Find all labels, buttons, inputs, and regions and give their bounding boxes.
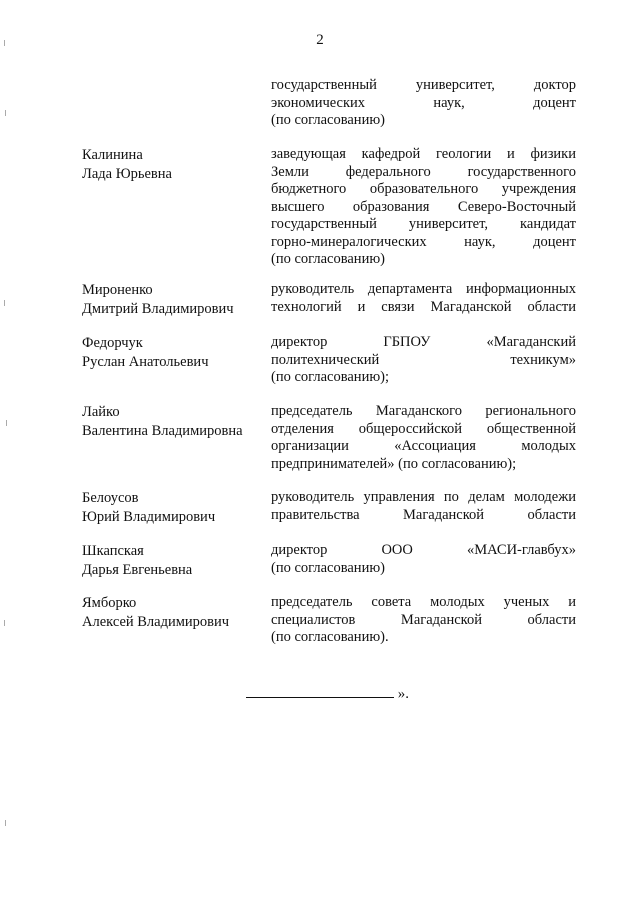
- member-surname: Белоусов: [82, 490, 139, 506]
- member-description: [271, 489, 576, 524]
- description-line: высшего образования Северо-Восточный: [271, 198, 576, 215]
- member-surname: Шкапская: [82, 543, 144, 559]
- member-name: [82, 403, 262, 441]
- member-name: [82, 489, 262, 527]
- member-given-names: Юрий Владимирович: [82, 509, 216, 525]
- description-line: председатель совета молодых ученых и: [271, 594, 576, 610]
- member-given-names: Дмитрий Владимирович: [82, 301, 234, 317]
- description-line: руководитель департамента информационных: [271, 281, 576, 297]
- member-description: [271, 594, 576, 647]
- description-line: специалистов Магаданской области: [271, 611, 576, 628]
- description-line: директор ООО «МАСИ-главбух»: [271, 542, 576, 558]
- description-line: горно-минералогических наук, доцент: [271, 233, 576, 250]
- page-number: 2: [316, 32, 324, 48]
- closing-quote: ».: [397, 686, 409, 702]
- member-description: [271, 281, 576, 316]
- member-description: [271, 146, 576, 269]
- member-surname: Федорчук: [82, 335, 143, 351]
- description-line: (по согласованию): [271, 251, 385, 267]
- scan-artifact: [4, 40, 5, 46]
- scan-artifact: [5, 110, 6, 116]
- member-given-names: Руслан Анатольевич: [82, 354, 209, 370]
- scan-artifact: [6, 420, 7, 426]
- scan-artifact: [5, 820, 6, 826]
- member-name: [82, 542, 262, 580]
- description-line: предпринимателей» (по согласованию);: [271, 455, 517, 472]
- member-given-names: Лада Юрьевна: [82, 166, 172, 182]
- description-line: (по согласованию);: [271, 369, 390, 385]
- description-line: председатель Магаданского регионального: [271, 403, 576, 419]
- member-given-names: Алексей Владимирович: [82, 614, 230, 630]
- member-name: [82, 281, 262, 319]
- description-line: (по согласованию): [271, 112, 385, 128]
- description-line: государственный университет, доктор: [271, 77, 576, 93]
- member-name: [82, 146, 262, 184]
- closing-signature-line: [246, 685, 409, 703]
- member-description: [271, 403, 576, 473]
- member-description: [271, 334, 576, 387]
- description-line: руководитель управления по делам молодежи: [271, 489, 576, 505]
- description-line: организации «Ассоциация молодых: [271, 438, 576, 454]
- member-description: [271, 77, 576, 130]
- scan-artifact: [4, 620, 5, 626]
- member-surname: Мироненко: [82, 282, 153, 298]
- description-line: заведующая кафедрой геологии и физики: [271, 146, 576, 162]
- member-surname: Лайко: [82, 404, 120, 420]
- description-line: директор ГБПОУ «Магаданский: [271, 334, 576, 350]
- member-description: [271, 542, 576, 577]
- member-name: [82, 594, 262, 632]
- description-line: государственный университет, кандидат: [271, 216, 576, 232]
- scan-artifact: [4, 300, 5, 306]
- member-surname: Ямборко: [82, 595, 137, 611]
- member-surname: Калинина: [82, 147, 143, 163]
- description-line: экономических наук, доцент: [271, 94, 576, 111]
- member-given-names: Валентина Владимировна: [82, 423, 243, 439]
- description-line: технологий и связи Магаданской области: [271, 298, 576, 315]
- description-line: Земли федерального государственного: [271, 163, 576, 180]
- member-name: [82, 334, 262, 372]
- description-line: правительства Магаданской области: [271, 506, 576, 523]
- description-line: (по согласованию).: [271, 629, 389, 645]
- member-given-names: Дарья Евгеньевна: [82, 562, 193, 578]
- description-line: отделения общероссийской общественной: [271, 420, 576, 437]
- description-line: (по согласованию): [271, 559, 385, 576]
- blank-underline: [246, 685, 394, 698]
- description-line: бюджетного образовательного учреждения: [271, 181, 576, 197]
- description-line: политехнический техникум»: [271, 351, 576, 368]
